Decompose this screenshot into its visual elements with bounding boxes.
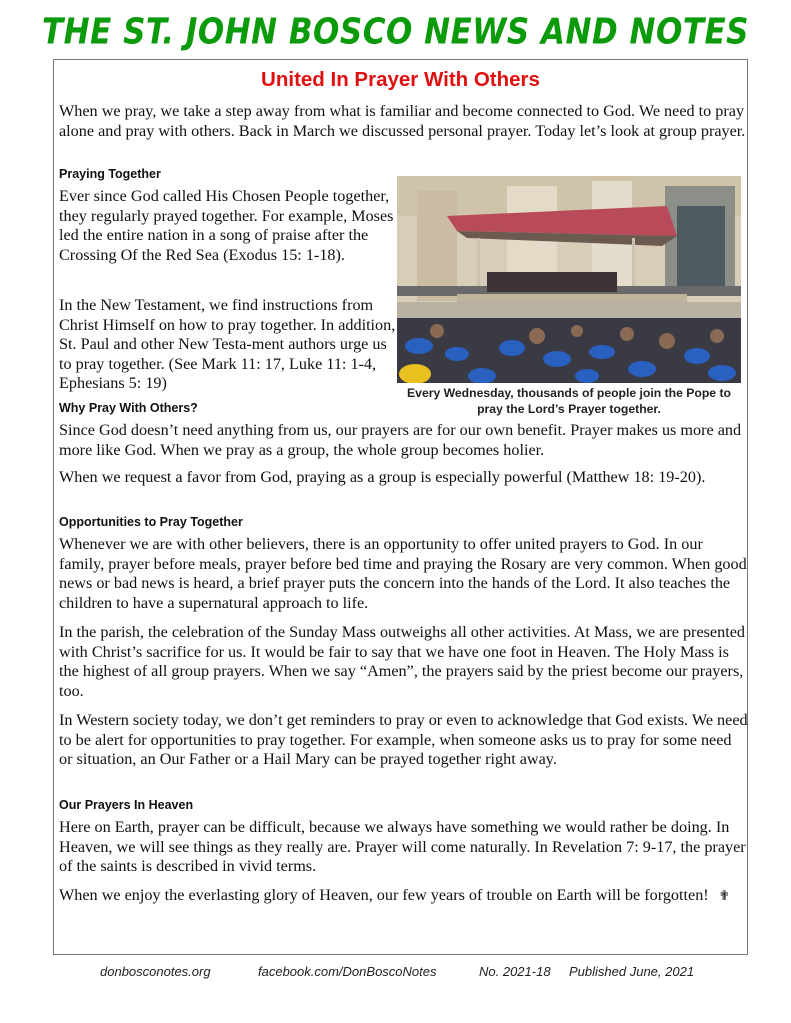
paragraph: Since God doesn’t need anything from us, our prayers are for our own benefit. Prayer makes us more and more like God. When we pray as a group, the whole group becomes holier. [59, 421, 742, 459]
footer-facebook-link[interactable]: facebook.com/DonBoscoNotes [258, 964, 437, 979]
paragraph: Ever since God called His Chosen People together, they regularly prayed together. For example, Moses led the entire nation in a song of praise after the Crossing Of the Red Sea (Exodus 15: 1-18). [59, 187, 394, 264]
papal-audience-photo [397, 176, 741, 383]
footer-website-link[interactable]: donbosconotes.org [100, 964, 211, 979]
photo-caption: Every Wednesday, thousands of people join the Pope to pray the Lord’s Prayer together. [407, 386, 731, 416]
paragraph: In Western society today, we don’t get reminders to pray or even to acknowledge that God exists. We need to be alert for opportunities to pray together. For example, when someone asks us to pray for some need or situation, an Our Father or a Hail Mary can be prayed together right away. [59, 711, 748, 768]
article-title: United In Prayer With Others [261, 68, 540, 91]
section-heading-opportunities: Opportunities to Pray Together [59, 515, 243, 529]
section-heading-praying-together: Praying Together [59, 167, 161, 181]
closing-text: When we enjoy the everlasting glory of Heaven, our few years of trouble on Earth will be forgotten! [59, 886, 709, 904]
section-heading-why-pray: Why Pray With Others? [59, 401, 198, 415]
closing-paragraph [59, 886, 749, 907]
intro-paragraph: When we pray, we take a step away from what is familiar and become connected to God. We need to pray alone and pray with others. Back in March we discussed personal prayer. Today let’s look at group prayer. [59, 102, 746, 140]
paragraph: In the parish, the celebration of the Sunday Mass outweighs all other activities. At Mass, we are presented with Christ’s sacrifice for us. It would be fair to say that we have one foot in Heaven. The Holy Mass is the highest of all group prayers. When we say “Amen”, the prayers said by the priest become our prayers, too. [59, 623, 745, 700]
masthead-title: THE ST. JOHN BOSCO NEWS AND NOTES [42, 11, 749, 53]
paragraph: In the New Testament, we find instructions from Christ Himself on how to pray together. In addition, St. Paul and other New Testa-ment authors urge us to pray together. (See Mark 11: 17, Luke 11: 1-4, Ephesians 5: 19) [59, 296, 396, 392]
paragraph: Whenever we are with other believers, there is an opportunity to offer united prayers to God. In our family, prayer before meals, prayer before bed time and praying the Rosary are very common. When good news or bad news is heard, a brief prayer puts the concern into the hands of the Lord. It also teaches the children to have a supernatural approach to life. [59, 535, 747, 612]
publish-date: Published June, 2021 [569, 964, 695, 979]
photo-illustration [397, 176, 741, 383]
article-box [53, 59, 748, 955]
paragraph: When we request a favor from God, praying as a group is especially powerful (Matthew 18: 19-20). [59, 468, 706, 486]
section-heading-heaven: Our Prayers In Heaven [59, 798, 194, 812]
issue-number: No. 2021-18 [479, 964, 551, 979]
paragraph: Here on Earth, prayer can be difficult, because we always have something we would rather be doing. In Heaven, we will see things as they really are. Prayer will come naturally. In Revelation 7: 9-17, the prayer of the saints is described in vivid terms. [59, 818, 746, 875]
cross-icon: ✟ [718, 889, 730, 904]
